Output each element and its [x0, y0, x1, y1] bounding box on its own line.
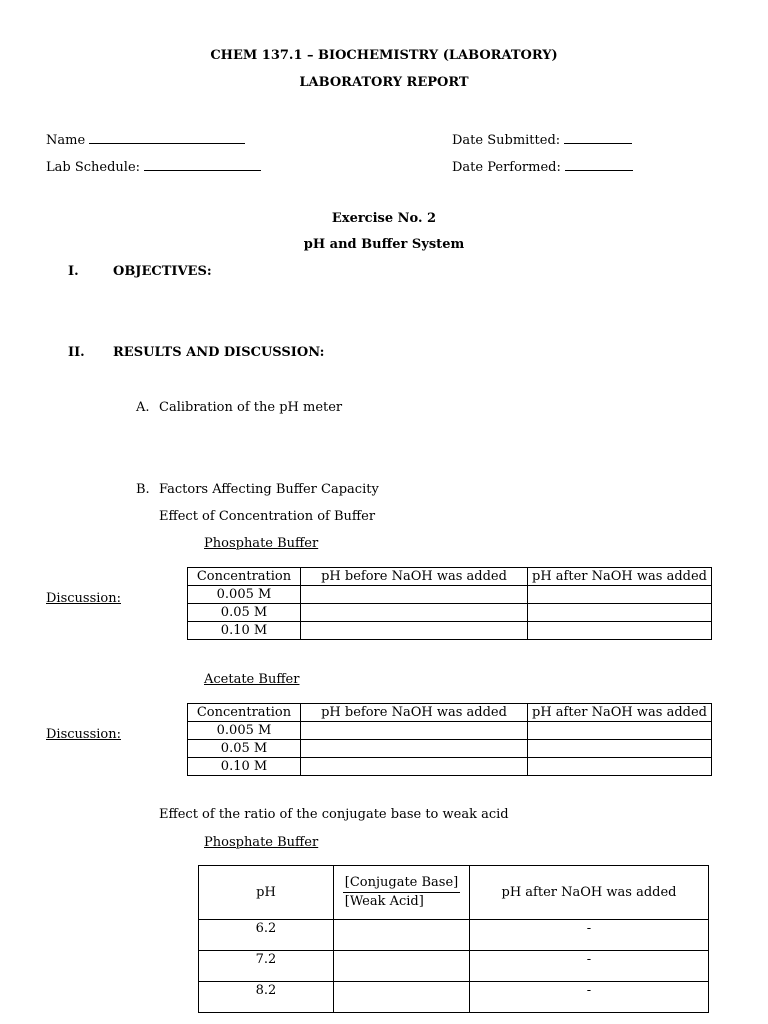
report-title: LABORATORY REPORT: [299, 75, 469, 90]
lab-schedule-blank[interactable]: [144, 157, 261, 171]
table-cell[interactable]: [301, 622, 528, 640]
section-2-number: II.: [68, 345, 85, 360]
acetate-discussion-label: Discussion:: [46, 727, 121, 742]
table-cell: -: [470, 982, 709, 1013]
col-header: pH after NaOH was added: [470, 866, 709, 920]
phosphate-discussion-label: Discussion:: [46, 591, 121, 606]
col-header: Concentration: [188, 704, 301, 722]
table-row: [199, 951, 709, 982]
table-cell[interactable]: [334, 920, 470, 951]
subsection-b-sub2: Effect of the ratio of the conjugate base to weak acid: [159, 807, 509, 822]
table-cell: 0.05 M: [188, 604, 301, 622]
table-header-row: [188, 704, 712, 722]
section-1-title: OBJECTIVES:: [113, 264, 212, 279]
lab-schedule-field: [46, 157, 261, 175]
table-header-row: [199, 866, 709, 920]
col-header: pH: [199, 866, 334, 920]
table-cell[interactable]: [301, 740, 528, 758]
ratio-fraction-header: [334, 866, 470, 920]
col-header: pH before NaOH was added: [301, 704, 528, 722]
table-header-row: [188, 568, 712, 586]
table-cell[interactable]: [528, 604, 712, 622]
table-cell[interactable]: [301, 722, 528, 740]
table-cell[interactable]: [528, 722, 712, 740]
subsection-b-title: Factors Affecting Buffer Capacity: [159, 482, 379, 497]
table-row: [199, 920, 709, 951]
table-cell: 0.005 M: [188, 586, 301, 604]
phosphate-concentration-table: [187, 567, 712, 640]
table-cell[interactable]: [334, 982, 470, 1013]
table-cell: 8.2: [199, 982, 334, 1013]
table-cell[interactable]: [301, 604, 528, 622]
table-row: [188, 740, 712, 758]
course-title: CHEM 137.1 – BIOCHEMISTRY (LABORATORY): [210, 48, 558, 63]
table-cell[interactable]: [528, 586, 712, 604]
table-cell[interactable]: [528, 740, 712, 758]
subsection-a-title: Calibration of the pH meter: [159, 400, 343, 415]
date-performed-label: Date Performed:: [452, 160, 561, 175]
subsection-a-label: A.: [136, 400, 150, 415]
table-cell[interactable]: [334, 951, 470, 982]
table-cell: -: [470, 920, 709, 951]
fraction-denominator: [Weak Acid]: [344, 894, 424, 909]
ratio-phosphate-caption: Phosphate Buffer: [204, 835, 319, 850]
table-cell: -: [470, 951, 709, 982]
table-cell: 0.05 M: [188, 740, 301, 758]
ratio-table: [198, 865, 709, 1013]
table-cell: 7.2: [199, 951, 334, 982]
name-label: Name: [46, 133, 86, 148]
name-field: [46, 130, 245, 148]
col-header: pH before NaOH was added: [301, 568, 528, 586]
date-performed-blank[interactable]: [565, 157, 633, 171]
table-row: [199, 982, 709, 1013]
date-submitted-field: [452, 130, 632, 148]
col-header: pH after NaOH was added: [528, 568, 712, 586]
table-cell[interactable]: [301, 586, 528, 604]
lab-schedule-label: Lab Schedule:: [46, 160, 141, 175]
table-row: [188, 758, 712, 776]
subsection-b-label: B.: [136, 482, 150, 497]
date-submitted-blank[interactable]: [564, 130, 632, 144]
table-row: [188, 722, 712, 740]
phosphate-caption: Phosphate Buffer: [204, 536, 319, 551]
col-header: pH after NaOH was added: [528, 704, 712, 722]
subsection-b-sub1: Effect of Concentration of Buffer: [159, 509, 376, 524]
acetate-caption: Acetate Buffer: [204, 672, 300, 687]
section-2-title: RESULTS AND DISCUSSION:: [113, 345, 325, 360]
table-cell: 0.10 M: [188, 758, 301, 776]
table-cell[interactable]: [301, 758, 528, 776]
section-1-number: I.: [68, 264, 79, 279]
table-cell[interactable]: [528, 758, 712, 776]
exercise-title: pH and Buffer System: [303, 237, 465, 252]
table-cell: 6.2: [199, 920, 334, 951]
table-cell: 0.005 M: [188, 722, 301, 740]
acetate-concentration-table: [187, 703, 712, 776]
col-header: Concentration: [188, 568, 301, 586]
date-submitted-label: Date Submitted:: [452, 133, 561, 148]
fraction-numerator: [Conjugate Base]: [343, 874, 460, 893]
table-row: [188, 604, 712, 622]
fraction: [343, 874, 460, 911]
name-blank[interactable]: [89, 130, 245, 144]
table-row: [188, 586, 712, 604]
table-cell: 0.10 M: [188, 622, 301, 640]
table-row: [188, 622, 712, 640]
exercise-number: Exercise No. 2: [331, 211, 437, 226]
table-cell[interactable]: [528, 622, 712, 640]
date-performed-field: [452, 157, 633, 175]
